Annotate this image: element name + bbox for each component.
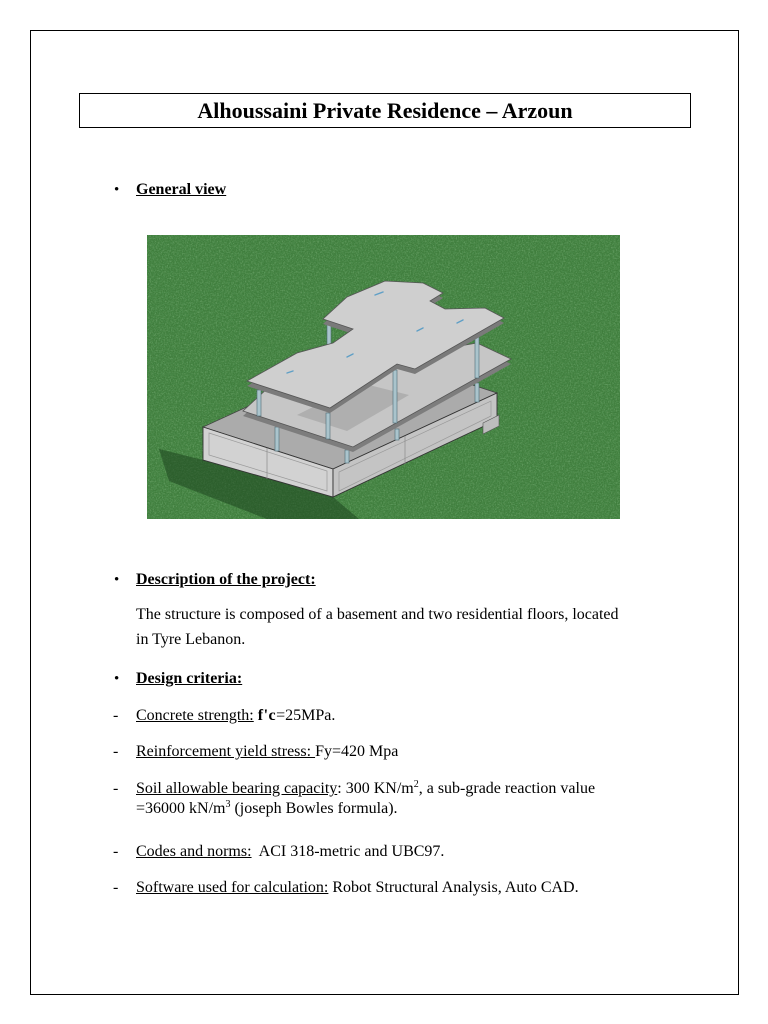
description-text-line (0, 605, 768, 625)
criteria-item-concrete-strength (0, 706, 768, 726)
general-view-heading: General view (136, 181, 227, 198)
criteria-value: =36000 kN/m (136, 800, 226, 817)
criteria-item-text (136, 799, 398, 819)
criteria-item-text (136, 878, 579, 898)
column (475, 383, 479, 402)
dash-marker: - (113, 780, 119, 797)
criteria-value: Fy=420 Mpa (315, 743, 399, 760)
bullet-marker: • (114, 182, 120, 198)
structure-3d-view-image (147, 235, 620, 519)
description-text-line (0, 630, 768, 650)
description-text: in Tyre Lebanon. (136, 631, 246, 648)
design-criteria-section (0, 669, 768, 689)
criteria-item-reinforcement (0, 742, 768, 762)
criteria-item-software (0, 878, 768, 898)
criteria-item-text (136, 706, 335, 726)
criteria-item-soil-capacity (0, 779, 768, 799)
general-view-section (0, 180, 768, 200)
criteria-value: Robot Structural Analysis, Auto CAD. (328, 879, 579, 896)
criteria-label: Software used for calculation: (136, 879, 329, 896)
criteria-item-text (136, 779, 595, 799)
column (475, 336, 479, 378)
criteria-label: Concrete strength: (136, 707, 254, 724)
criteria-item-codes (0, 842, 768, 862)
criteria-item-text (136, 742, 398, 762)
criteria-label: Codes and norms: (136, 843, 252, 860)
criteria-value: ACI 318-metric and UBC97. (251, 843, 445, 860)
criteria-value-continued: (joseph Bowles formula). (230, 800, 398, 817)
description-text: The structure is composed of a basement and two residential floors, located (136, 606, 619, 623)
column (275, 427, 279, 451)
criteria-value: : 300 KN/m (337, 780, 414, 797)
criteria-label: Soil allowable bearing capacity (136, 780, 338, 797)
superscript: 2 (413, 779, 419, 790)
description-section (0, 570, 768, 590)
criteria-value: =25MPa. (276, 707, 336, 724)
document-title: Alhoussaini Private Residence – Arzoun (197, 97, 573, 123)
dash-marker: - (113, 879, 119, 896)
column (345, 450, 349, 463)
criteria-value-continued: , a sub-grade reaction value (418, 780, 596, 797)
criteria-item-text (136, 842, 444, 862)
bullet-marker: • (114, 572, 120, 588)
column (393, 370, 397, 423)
criteria-symbol: f'c (257, 707, 277, 724)
dash-marker: - (113, 707, 119, 724)
design-criteria-heading: Design criteria: (136, 670, 243, 687)
column (257, 390, 261, 416)
superscript: 3 (225, 799, 231, 810)
description-heading: Description of the project: (136, 571, 316, 588)
bullet-marker: • (114, 671, 120, 687)
column (326, 413, 330, 439)
column (395, 429, 399, 440)
title-box (79, 93, 691, 128)
dash-marker: - (113, 843, 119, 860)
criteria-label: Reinforcement yield stress: (136, 743, 316, 760)
criteria-item-soil-capacity-line2 (0, 799, 768, 819)
dash-marker: - (113, 743, 119, 760)
